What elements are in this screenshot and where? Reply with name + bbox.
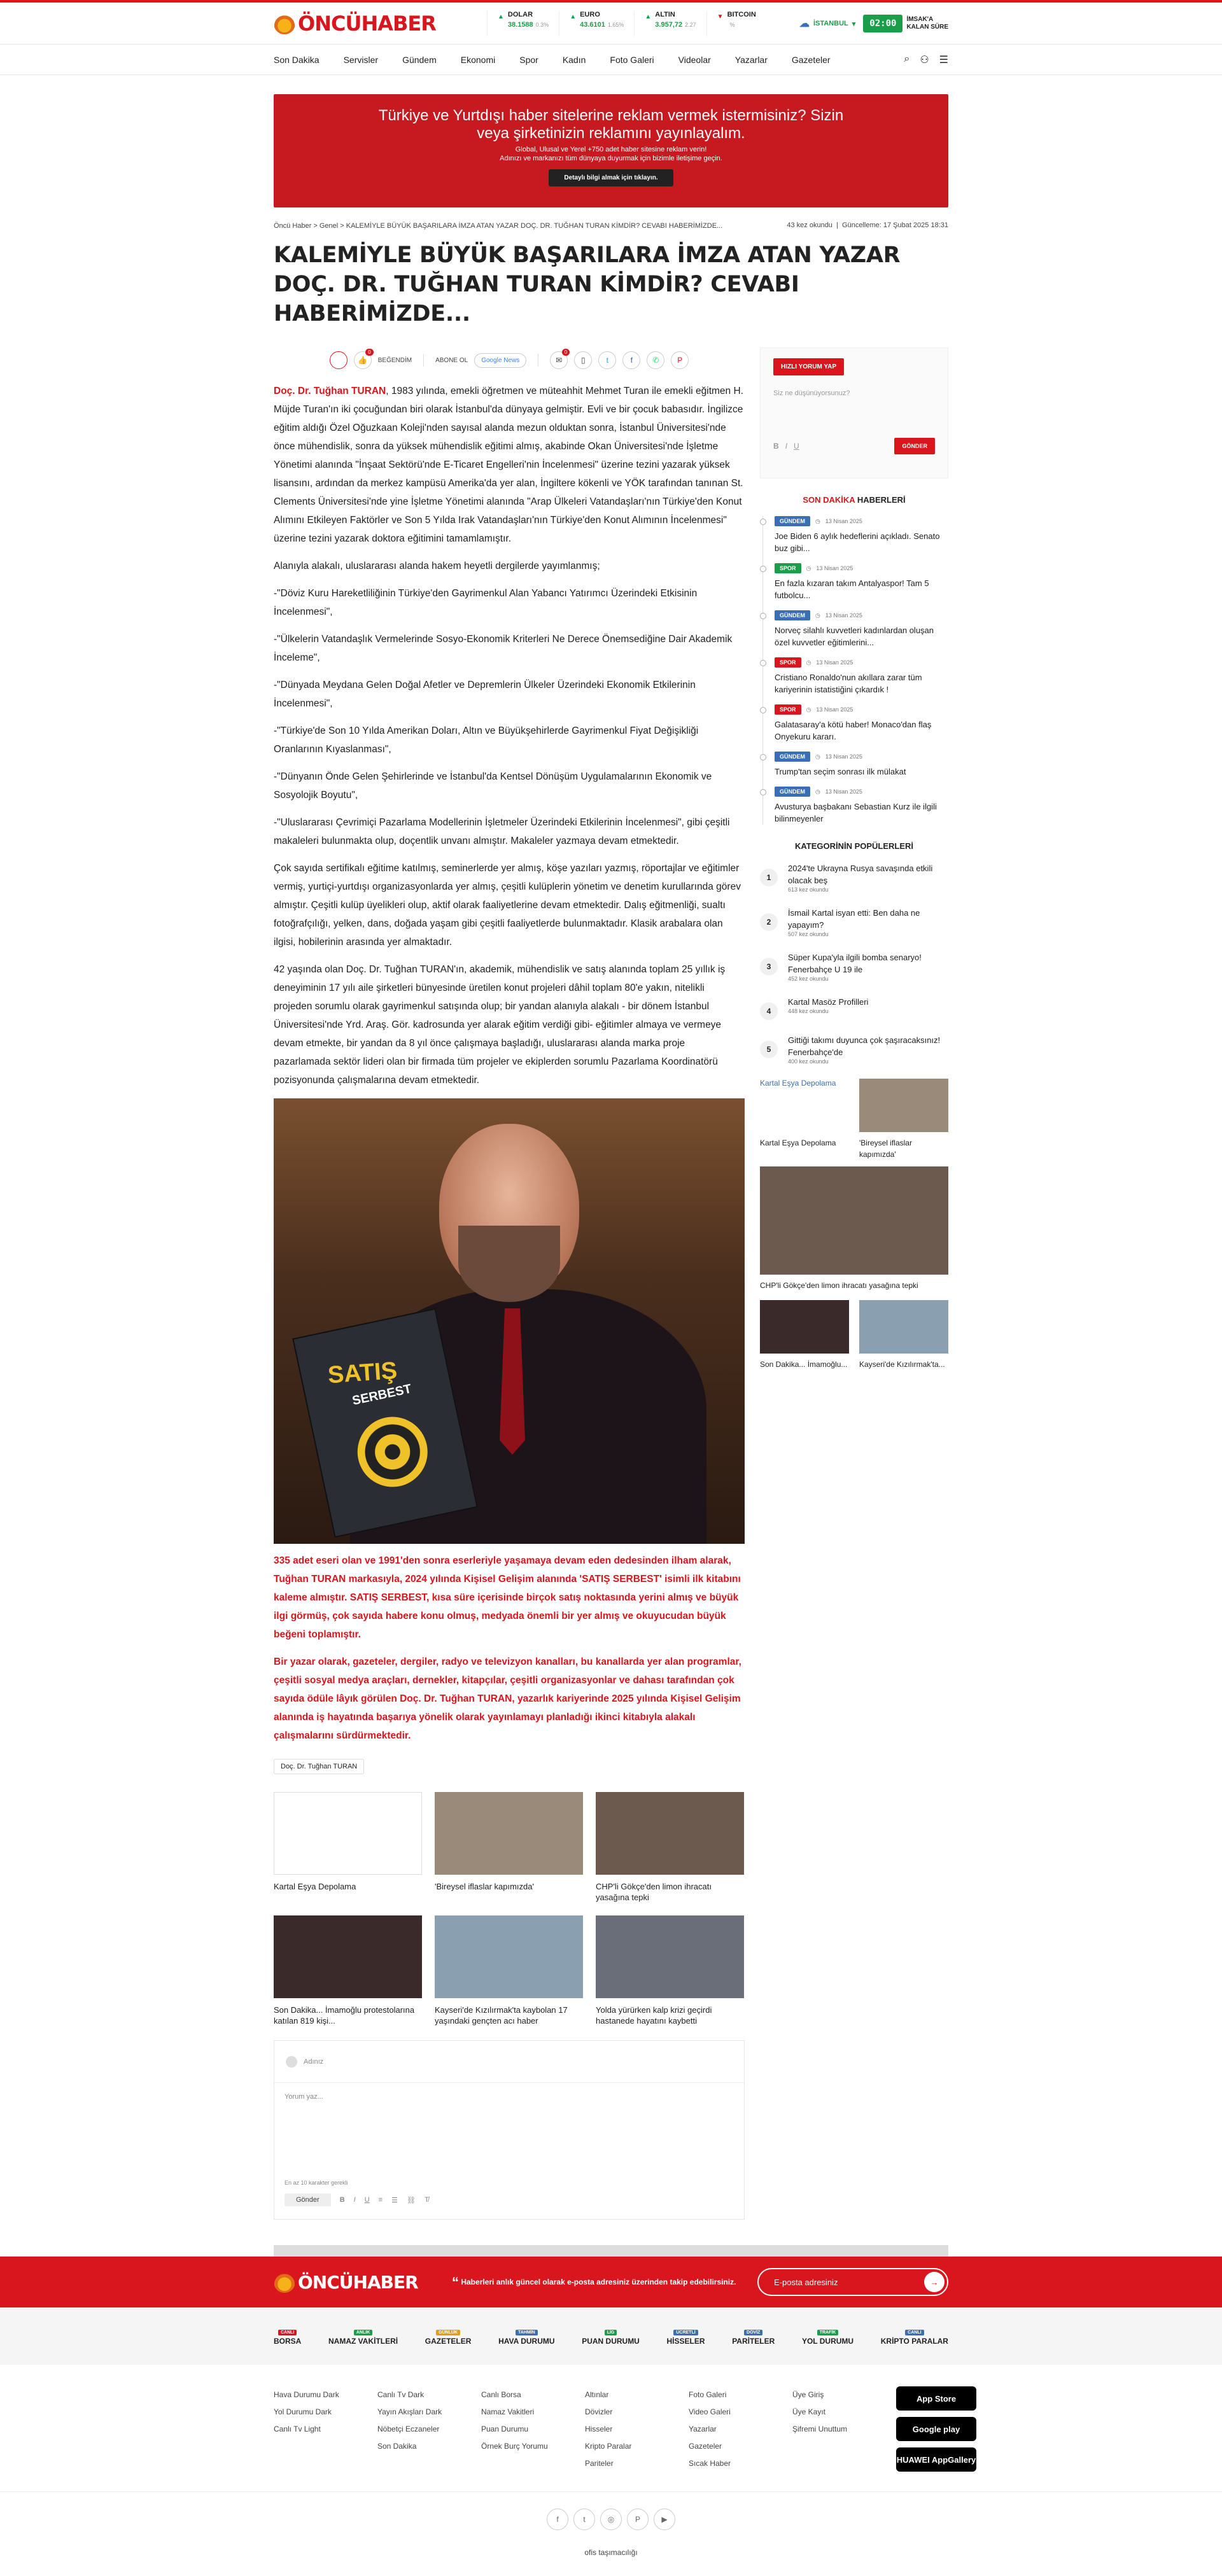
quicklink[interactable]: LİG PUAN DURUMU bbox=[582, 2330, 640, 2346]
rank-number: 1 bbox=[760, 869, 778, 886]
google-news-button[interactable]: Google News bbox=[474, 353, 526, 368]
user-icon[interactable]: ⚇ bbox=[920, 55, 929, 66]
news-item[interactable]: SPOR ◷ 13 Nisan 2025 En fazla kızaran takım Antalyaspor! Tam 5 futbolcu... bbox=[775, 563, 948, 601]
sidebar-thumb[interactable]: Son Dakika... İmamoğlu... bbox=[760, 1300, 849, 1370]
related-card[interactable] bbox=[274, 1915, 422, 2026]
category-badge: GÜNDEM bbox=[775, 752, 810, 762]
related-image bbox=[435, 1915, 583, 1998]
news-item[interactable]: GÜNDEM ◷ 13 Nisan 2025 Norveç silahlı kuvvetleri kadınlardan oluşan özel kuvvetler eğitimlerini... bbox=[775, 610, 948, 648]
related-card[interactable] bbox=[435, 1915, 583, 2026]
site-logo[interactable]: ÖNCÜHABER bbox=[274, 11, 487, 36]
article-body: Doç. Dr. Tuğhan TURAN, 1983 yılında, emekli öğretmen ve müteahhit Mehmet Turan ile emekli eğitmen H. Müjde Turan'ın iki çocuğundan biri olarak İstanbul'da dünyaya gelmiştir. Evli ve bir çocuk babasıdır. İngilizce eğitim aldığı Özel Oğuzkaan Koleji'nden sayısal alanda mezun olduktan sonra, İstanbul Üniversitesi'nde önce mühendislik, sonra da yüksek mühendislik eğitimi almış, akabinde Okan Üniversitesi'nde İşletme Yönetimi alanında "İnşaat Sektörü'nde E-Ticaret Engelleri'nin İncelenmesi" üzerine tezini yazarak yüksek lisansını, ardından da merkez kampüsü Amerika'da yer alan, İngiltere kökenli ve YÖK tarafından tanınan St. Clements Üniversitesi'nde yine İşletme Yönetimi alanında "Arap Ülkeleri Vatandaşları'nın Türkiye'den Konut Alımını Etkileyen Faktörler ve Son 5 Yılda Irak Vatandaşları'nın Türkiye'den Konut Alımının İncelenmesi" üzerine tezini yazarak doktora eğitimini tamamlamıştır. Alanıyla alakalı, uluslararası alanda hakem heyetli dergilerde yayımlanmış; -"Döviz Kuru Hareketliliğinin Türkiye'den Gayrimenkul Alan Yabancı Yatırımcı Üzerindeki Etkisinin İncelenmesi", -"Ülkelerin Vatandaşlık Vermelerinde Sosyo-Ekonomik Kriterleri Ne Derece Önemsediğine Dair Akademik İnceleme", -"Dünyada Meydana Gelen Doğal Afetler ve Depremlerin Ülkeler Üzerindeki Ekonomik Etkilerinin İncelenmesi", -"Türkiye'de Son 10 Yılda Amerikan Doları, Altın ve Büyükşehirlerde Gayrimenkul Fiyat Değişikliği Oranlarının Kıyaslanması", -"Dünyanın Önde Gelen Şehirlerinde ve İstanbul'da Kentsel Dönüşüm Uygulamalarının Ekonomik ve Sosyolojik Boyutu", -"Uluslararası Çevrimiçi Pazarlama Modellerinin İşletmeler Üzerindeki Etkilerinin İncelenmesi", gibi çeşitli makaleleri bulunmakta olup, doçentlik unvanı almıştır. Makaleler yazmaya devam etmektedir. Çok sayıda sertifikalı eğitime katılmış, seminerlerde yer almış, köşe yazıları yazmış, röportajlar ve eğitimler vermiş, yurtiçi-yurtdışı organizasyonlarda yer almış, çeşitli kulüplerin yönetim ve denetim kurullarında görev almıştır. Çeşitli kulüp üyelikleri olup, aktif olarak faaliyetlerine devam etmektedir. Dalış eğitmenliği, sualtı fotoğrafçılığı, yelken, dans, doğada yaşam gibi çeşitli faaliyetlerde bulunmaktadır. Klasik arabalara olan ilgisi, hobilerinin arasında yer almaktadır. 42 yaşında olan Doç. Dr. Tuğhan TURAN'ın, akademik, mühendislik ve satış alanında toplam 25 yıllık iş deneyiminin 17 yılı aile şirketleri bünyesinde üretilen konut projeleri dâhil toplam 80'e yakın, nitelikli projeden sorumlu olarak gayrimenkul satışında olup; bir yandan alanıyla alakalı - bir dönem İstanbul Üniversitesi'nde Yrd. Araş. Gör. kadrosunda yer alarak eğitim verdiği gibi- eğitimler almaya ve vermeye devam etmekte, bir yandan da 8 yıl önce çalışmaya başladığı, uluslararası alanda marka proje pazarlamada sektör lideri olan bir firmada tüm projeler ve ekiplerden sorumlu Pazarlama Koordinatörü pozisyonunda çalışmalarına devam etmektedir. SATIŞ SERBEST 335 adet eseri olan ve 1991'den sonra eserleriyle yaşamaya devam eden dedesinden ilham alarak, Tuğhan TURAN markasıyla, 2024 yılında Kişisel Gelişim alanında 'SATIŞ SERBEST' isimli ilk kitabını kaleme almıştır. SATIŞ SERBEST, kısa süre içerisinde birçok satış noktasında yerini almış ve büyük ilgi görmüş, çok sayıda habere konu olmuş, medyada önemli bir yer almış ve okuyucudan büyük beğeni toplamıştır. Bir yazar olarak, gazeteler, dergiler, radyo ve televizyon kanalları, bu kanallarda yer alan programlar, çeşitli sosyal medya araçları, dernekler, kitapçılar, çeşitli organizasyonlar ve dahası tarafından çok sayıda ödüle lâyık görülen Doç. Dr. Tuğhan TURAN, yazarlık kariyerinde 2025 yılında Kişisel Gelişim alanında iş hayatında başarıya yönelik olarak yayınlamayı planladığı ikinci kitabıyla alakalı çalışmalarını sürdürmektedir. bbox=[274, 382, 745, 1745]
app-store-badge[interactable]: HUAWEI AppGallery bbox=[896, 2447, 976, 2472]
related-card[interactable] bbox=[274, 1792, 422, 1903]
category-badge: SPOR bbox=[775, 657, 801, 668]
footer-link[interactable]: Gazeteler bbox=[689, 2442, 722, 2451]
related-image bbox=[435, 1792, 583, 1875]
book-cover: SATIŞ SERBEST bbox=[292, 1308, 478, 1538]
paragraph: Alanıyla alakalı, uluslararası alanda hakem heyetli dergilerde yayımlanmış; bbox=[274, 561, 600, 571]
footer-link[interactable]: Hava Durumu Dark bbox=[274, 2390, 339, 2399]
article-title: KALEMİYLE BÜYÜK BAŞARILARA İMZA ATAN YAZAR DOÇ. DR. TUĞHAN TURAN KİMDİR? CEVABI HABERİMİZDE... bbox=[274, 242, 901, 326]
app-store-badge[interactable]: Google play bbox=[896, 2417, 976, 2441]
related-card[interactable] bbox=[596, 1792, 744, 1903]
nav-item[interactable]: Gazeteler bbox=[791, 55, 831, 65]
ad-sub1: Global, Ulusal ve Yerel +750 adet haber sitesine reklam verin! bbox=[515, 146, 707, 153]
breaking-heading: SON DAKİKA HABERLERİ bbox=[803, 495, 906, 505]
article-actions bbox=[274, 347, 745, 373]
quick-comment: HIZLI YORUM YAP Siz ne düşünüyorsunuz? B I U GÖNDER bbox=[760, 347, 948, 479]
related-card[interactable] bbox=[435, 1792, 583, 1903]
imsak-countdown: 02:00 İMSAK'A KALAN SÜRE bbox=[863, 15, 948, 32]
clock-icon: ◷ bbox=[815, 788, 820, 795]
popular-item[interactable]: 3 Süper Kupa'yla ilgili bomba senaryo! Fenerbahçe U 19 ile 452 kez okundu bbox=[760, 951, 948, 982]
quicklink[interactable]: GÜNLÜK GAZETELER bbox=[425, 2330, 472, 2346]
popular-item[interactable]: 5 Gittiği takımı duyunca çok şaşıracaksınız! Fenerbahçe'de 400 kez okundu bbox=[760, 1034, 948, 1065]
paragraph: 42 yaşında olan Doç. Dr. Tuğhan TURAN'ın, akademik, mühendislik ve satış alanında toplam 25 yıllık iş deneyiminin 17 yılı aile şirketleri bünyesinde üretilen konut projeleri dâhil toplam 80'e yakın, nitelikli projeden sorumlu olarak gayrimenkul satışında olup; bir yandan alanıyla alakalı - bir dönem İstanbul Üniversitesi'nde Yrd. Araş. Gör. kadrosunda yer alarak eğitim verdiği gibi- eğitimler almaya ve vermeye devam etmekte, bir yandan da 8 yıl önce çalışmaya başladığı, uluslararası alanda marka proje pazarlamada sektör lideri olan bir firmada tüm projeler ve ekiplerden sorumlu Pazarlama Koordinatörü pozisyonunda çalışmalarına devam etmektedir. bbox=[274, 964, 726, 1086]
weather-widget[interactable]: ☁ İSTANBUL ▾ bbox=[799, 18, 856, 29]
ad-button[interactable]: Detaylı bilgi almak için tıklayın. bbox=[549, 169, 673, 186]
nav-item[interactable]: Spor bbox=[519, 55, 538, 65]
paragraph: Çok sayıda sertifikalı eğitime katılmış, seminerlerde yer almış, köşe yazıları yazmış, röportajlar ve eğitimler vermiş, yurtiçi-yurtdışı organizasyonlarda yer almış, çeşitli kulüplerin yönetim ve denetim kurullarında görev almıştır. Çeşitli kulüp üyelikleri olup, aktif olarak faaliyetlerine devam etmektedir. Dalış eğitmenliği, sualtı fotoğrafçılığı, yelken, dans, doğada yaşam gibi çeşitli faaliyetlerde bulunmaktadır. Klasik arabalara olan ilgisi, hobilerinin arasında yer almaktadır. bbox=[274, 863, 741, 948]
ad-headline: Türkiye ve Yurtdışı haber sitelerine reklam vermek istermisiniz? Sizin veya şirketinizin reklamını yayınlayalım. bbox=[378, 107, 844, 142]
cloud-icon: ☁ bbox=[799, 18, 810, 29]
countdown-time: 02:00 bbox=[863, 15, 902, 32]
publication-item: -"Dünyada Meydana Gelen Doğal Afetler ve Depremlerin Ülkeler Üzerindeki Ekonomik Etkilerinin İncelenmesi", bbox=[274, 680, 696, 709]
footer-link[interactable]: Sıcak Haber bbox=[689, 2459, 731, 2468]
related-image bbox=[596, 1792, 744, 1875]
sidebar-thumb[interactable]: Kartal Eşya Depolama Kartal Eşya Depolama bbox=[760, 1079, 836, 1147]
follow-label: ABONE OL bbox=[435, 356, 468, 364]
arrow-up-icon: ▲ bbox=[570, 13, 577, 20]
related-title: Yolda yürürken kalp krizi geçirdi hastanede hayatını kaybetti bbox=[596, 2005, 712, 2026]
rank-number: 2 bbox=[760, 913, 778, 931]
footer-link[interactable]: Örnek Burç Yorumu bbox=[481, 2442, 548, 2451]
footer-column bbox=[792, 2386, 896, 2472]
social-icons bbox=[0, 2509, 1222, 2530]
footer bbox=[0, 2365, 1222, 2492]
footer-link[interactable]: Son Dakika bbox=[377, 2442, 417, 2451]
reaction-icon[interactable] bbox=[330, 351, 348, 369]
twitter-icon[interactable]: t bbox=[598, 351, 616, 369]
footer-link[interactable]: Foto Galeri bbox=[689, 2390, 727, 2399]
author-photo bbox=[274, 1098, 745, 1544]
related-title: CHP'li Gökçe'den limon ihracatı yasağına tepki bbox=[596, 1882, 712, 1902]
ad-banner[interactable] bbox=[274, 94, 948, 207]
footer-link[interactable]: Yayın Akışları Dark bbox=[377, 2407, 442, 2416]
nav-item[interactable]: Son Dakika bbox=[274, 55, 320, 65]
breadcrumb[interactable]: Öncü Haber > Genel > KALEMİYLE BÜYÜK BAŞARILARA İMZA ATAN YAZAR DOÇ. DR. TUĞHAN TURAN KİMDİR? CEVABI HABERİMİZDE... bbox=[274, 222, 723, 230]
market-dolar[interactable]: ▲ DOLAR 38.1588 0.3% bbox=[487, 11, 559, 36]
related-card[interactable] bbox=[596, 1915, 744, 2026]
list-icon[interactable]: ≡ bbox=[378, 2196, 383, 2204]
footer-link[interactable]: Pariteler bbox=[585, 2459, 614, 2468]
footer-link[interactable]: Namaz Vakitleri bbox=[481, 2407, 535, 2416]
footer-column bbox=[274, 2386, 377, 2472]
news-item[interactable]: GÜNDEM ◷ 13 Nisan 2025 Joe Biden 6 aylık hedeflerini açıkladı. Senato buz gibi... bbox=[775, 516, 948, 554]
nav-item[interactable]: Videolar bbox=[678, 55, 711, 65]
divider bbox=[274, 2245, 948, 2257]
nav-item[interactable]: Gündem bbox=[402, 55, 437, 65]
market-tickers bbox=[487, 11, 792, 36]
footer-link[interactable]: Şifremi Unuttum bbox=[792, 2425, 848, 2433]
related-title: Son Dakika... İmamoğlu protestolarına katılan 819 kişi... bbox=[274, 2005, 415, 2026]
nav-item[interactable]: Foto Galeri bbox=[610, 55, 654, 65]
link-icon[interactable]: ⛓ bbox=[406, 2196, 416, 2204]
arrow-up-icon: ▲ bbox=[645, 13, 652, 20]
comment-icon[interactable]: ✉ 0 bbox=[550, 351, 568, 369]
author-name: Doç. Dr. Tuğhan TURAN bbox=[274, 386, 386, 396]
read-count: 43 kez okundu bbox=[787, 221, 832, 229]
clock-icon: ◷ bbox=[815, 612, 820, 619]
popular-item[interactable]: 2 İsmail Kartal isyan etti: Ben daha ne yapayım? 507 kez okundu bbox=[760, 907, 948, 937]
menu-icon[interactable]: ☰ bbox=[939, 55, 948, 66]
quick-links bbox=[0, 2307, 1222, 2365]
nav-item[interactable]: Kadın bbox=[562, 55, 586, 65]
arrow-down-icon: ▼ bbox=[717, 13, 724, 20]
facebook-icon[interactable]: f bbox=[547, 2509, 568, 2530]
quicklink[interactable]: CANLI BORSA bbox=[274, 2330, 302, 2346]
sidebar bbox=[760, 347, 948, 2220]
quicklink[interactable]: CANLI KRİPTO PARALAR bbox=[880, 2330, 948, 2346]
arrow-up-icon: ▲ bbox=[498, 13, 504, 20]
quick-comment-label: HIZLI YORUM YAP bbox=[773, 358, 844, 375]
paragraph: Bir yazar olarak, gazeteler, dergiler, radyo ve televizyon kanalları, bu kanallarda yer alan programlar, çeşitli sosyal medya araçları, dernekler, kitapçılar, çeşitli organizasyonlar ve dahası tarafından çok sayıda ödüle lâyık görülen Doç. Dr. Tuğhan TURAN, yazarlık kariyerinde 2025 yılında Kişisel Gelişim alanında iş hayatında başarıya yönelik olarak yayınlamayı planladığı ikinci kitabıyla alakalı çalışmalarını sürdürmektedir. bbox=[274, 1656, 741, 1741]
bold-icon[interactable]: B bbox=[339, 2196, 345, 2204]
category-badge: GÜNDEM bbox=[775, 610, 810, 620]
footer-link[interactable]: Dövizler bbox=[585, 2407, 613, 2416]
numbered-list-icon[interactable]: ☰ bbox=[391, 2196, 398, 2204]
main-nav bbox=[0, 45, 1222, 75]
news-item[interactable]: SPOR ◷ 13 Nisan 2025 Galatasaray'a kötü haber! Monaco'dan flaş Onyekuru kararı. bbox=[775, 704, 948, 743]
footer-link[interactable]: Yazarlar bbox=[689, 2425, 717, 2433]
popular-item[interactable]: 4 Kartal Masöz Profilleri 448 kez okundu bbox=[760, 996, 948, 1020]
facebook-icon[interactable]: f bbox=[622, 351, 640, 369]
related-image bbox=[274, 1792, 422, 1875]
category-badge: GÜNDEM bbox=[775, 787, 810, 797]
nav-item[interactable]: Ekonomi bbox=[460, 55, 496, 65]
footer-link[interactable]: Kripto Paralar bbox=[585, 2442, 632, 2451]
footer-link[interactable]: Üye Kayıt bbox=[792, 2407, 826, 2416]
footer-copy: ofis taşımacılığı bbox=[584, 2548, 638, 2557]
related-news bbox=[274, 1792, 745, 2026]
article-tag[interactable]: Doç. Dr. Tuğhan TURAN bbox=[274, 1759, 364, 1774]
quicklink[interactable]: TRAFİK YOL DURUMU bbox=[801, 2330, 854, 2346]
ad-sub2: Adınızı ve markanızı tüm dünyaya duyurmak için bizimle iletişime geçin. bbox=[500, 155, 722, 162]
footer-link[interactable]: Canlı Tv Light bbox=[274, 2425, 321, 2433]
comment-submit-button[interactable]: Gönder bbox=[284, 2194, 331, 2206]
newsletter-bar: ÖNCÜHABER “ Haberleri anlık güncel olarak e-posta adresiniz üzerinden takip edebilirsiniz. E-posta adresiniz → bbox=[0, 2257, 1222, 2307]
comment-textarea[interactable]: Yorum yaz... En az 10 karakter gerekli bbox=[284, 2093, 348, 2186]
clock-icon: ◷ bbox=[806, 706, 811, 713]
related-title: Kartal Eşya Depolama bbox=[274, 1882, 356, 1891]
footer-link[interactable]: Canlı Tv Dark bbox=[377, 2390, 425, 2399]
footer-link[interactable]: Altınlar bbox=[585, 2390, 609, 2399]
clock-icon: ◷ bbox=[815, 753, 820, 760]
article-main bbox=[274, 347, 745, 2220]
related-image bbox=[596, 1915, 744, 1998]
bookmark-icon[interactable]: ▯ bbox=[574, 351, 592, 369]
italic-icon[interactable]: I bbox=[353, 2196, 356, 2204]
logo-sun-icon bbox=[274, 13, 295, 34]
quick-submit-button[interactable]: GÖNDER bbox=[894, 438, 935, 454]
site-header bbox=[0, 3, 1222, 45]
sidebar-thumb[interactable]: 'Bireysel iflaslar kapımızda' bbox=[859, 1079, 948, 1160]
avatar-icon bbox=[286, 2056, 297, 2068]
category-badge: SPOR bbox=[775, 563, 801, 573]
market-altin[interactable]: ▲ ALTIN 3.957,72 2.27 bbox=[634, 11, 706, 36]
pinterest-icon[interactable]: P bbox=[627, 2509, 649, 2530]
rank-number: 4 bbox=[760, 1002, 778, 1020]
footer-link[interactable]: Puan Durumu bbox=[481, 2425, 529, 2433]
footer-column bbox=[377, 2386, 481, 2472]
arrow-right-icon[interactable]: → bbox=[924, 2272, 945, 2292]
popular-item[interactable]: 1 2024'te Ukrayna Rusya savaşında etkili olacak beş 613 kez okundu bbox=[760, 862, 948, 893]
instagram-icon[interactable]: ◎ bbox=[600, 2509, 622, 2530]
footer-link[interactable]: Nöbetçi Eczaneler bbox=[377, 2425, 440, 2433]
publication-item: -"Dünyanın Önde Gelen Şehirlerinde ve İstanbul'da Kentsel Dönüşüm Uygulamalarının Ekonomik ve Sosyolojik Boyutu", bbox=[274, 771, 712, 801]
rank-number: 5 bbox=[760, 1040, 778, 1058]
nav-item[interactable]: Servisler bbox=[343, 55, 379, 65]
clear-format-icon[interactable]: T̸ bbox=[424, 2196, 429, 2204]
category-badge: SPOR bbox=[775, 704, 801, 715]
footer-link[interactable]: Hisseler bbox=[585, 2425, 613, 2433]
comment-form bbox=[274, 2040, 745, 2220]
like-icon[interactable]: 👍 0 bbox=[354, 351, 372, 369]
related-title: Kayseri'de Kızılırmak'ta kaybolan 17 yaşındaki gençten acı haber bbox=[435, 2005, 568, 2026]
twitter-icon[interactable]: t bbox=[573, 2509, 595, 2530]
paragraph: 335 adet eseri olan ve 1991'den sonra eserleriyle yaşamaya devam eden dedesinden ilham alarak, Tuğhan TURAN markasıyla, 2024 yılında Kişisel Gelişim alanında 'SATIŞ SERBEST' isimli ilk kitabını kaleme almıştır. SATIŞ SERBEST, kısa süre içerisinde birçok satış noktasında yerini almış ve büyük ilgi görmüş, çok sayıda habere konu olmuş, medyada önemli bir yer almış ve okuyucudan büyük beğeni toplamıştır. bbox=[274, 1555, 741, 1640]
news-item[interactable]: SPOR ◷ 13 Nisan 2025 Cristiano Ronaldo'nun akıllara zarar tüm kariyerinin istatistiğini çıkardık ! bbox=[775, 657, 948, 696]
footer-column bbox=[481, 2386, 585, 2472]
footer-link[interactable]: Üye Giriş bbox=[792, 2390, 824, 2399]
like-label[interactable]: BEĞENDİM bbox=[377, 356, 412, 364]
quick-comment-input[interactable]: Siz ne düşünüyorsunuz? bbox=[773, 389, 850, 397]
nav-item[interactable]: Yazarlar bbox=[734, 55, 768, 65]
app-store-badge[interactable]: App Store bbox=[896, 2386, 976, 2411]
footer-logo[interactable]: ÖNCÜHABER bbox=[274, 2271, 452, 2293]
quicklink[interactable]: DÖVİZ PARİTELER bbox=[732, 2330, 775, 2346]
publication-item: -"Türkiye'de Son 10 Yılda Amerikan Doları, Altın ve Büyükşehirlerde Gayrimenkul Fiyat Değişikliği Oranlarının Kıyaslanması", bbox=[274, 725, 699, 755]
pinterest-icon[interactable]: P bbox=[671, 351, 689, 369]
related-title: 'Bireysel iflaslar kapımızda' bbox=[435, 1882, 534, 1891]
youtube-icon[interactable]: ▶ bbox=[654, 2509, 675, 2530]
name-input[interactable]: Adınız bbox=[304, 2057, 324, 2066]
publication-item: -"Ülkelerin Vatandaşlık Vermelerinde Sosyo-Ekonomik Kriterleri Ne Derece Önemsediğine Dair Akademik İnceleme", bbox=[274, 634, 733, 663]
related-image bbox=[274, 1915, 422, 1998]
sidebar-big-card[interactable]: CHP'li Gökçe'den limon ihracatı yasağına tepki bbox=[760, 1166, 948, 1291]
underline-icon[interactable]: U bbox=[364, 2196, 370, 2204]
popular-heading: KATEGORİNİN POPÜLERLERİ bbox=[794, 841, 914, 851]
category-badge: GÜNDEM bbox=[775, 516, 810, 526]
quicklink[interactable]: ANLIK NAMAZ VAKİTLERİ bbox=[328, 2330, 398, 2346]
clock-icon: ◷ bbox=[806, 659, 811, 666]
footer-link[interactable]: Video Galeri bbox=[689, 2407, 731, 2416]
news-item[interactable]: GÜNDEM ◷ 13 Nisan 2025 Trump'tan seçim sonrası ilk mülakat bbox=[775, 752, 948, 778]
footer-link[interactable]: Canlı Borsa bbox=[481, 2390, 521, 2399]
quicklink[interactable]: ÜCRETLİ HİSSELER bbox=[666, 2330, 705, 2346]
rank-number: 3 bbox=[760, 958, 778, 976]
publication-item: -"Uluslararası Çevrimiçi Pazarlama Modellerinin İşletmeler Üzerindeki Etkilerinin İncelenmesi", gibi çeşitli makaleleri bulunmakta olup, doçentlik unvanı almıştır. Makaleler yazmaya devam etmektedir. bbox=[274, 817, 730, 846]
newsletter-input[interactable]: E-posta adresiniz → bbox=[757, 2268, 948, 2296]
update-date: Güncelleme: 17 Şubat 2025 18:31 bbox=[842, 221, 948, 229]
clock-icon: ◷ bbox=[806, 564, 811, 571]
footer-column bbox=[689, 2386, 792, 2472]
footer-column bbox=[585, 2386, 689, 2472]
market-euro[interactable]: ▲ EURO 43.6101 1.65% bbox=[559, 11, 634, 36]
whatsapp-icon[interactable]: ✆ bbox=[647, 351, 664, 369]
clock-icon: ◷ bbox=[815, 517, 820, 524]
sidebar-thumb[interactable]: Kayseri'de Kızılırmak'ta... bbox=[859, 1300, 948, 1370]
market-bitcoin[interactable]: ▼ BITCOIN % bbox=[706, 11, 766, 36]
publication-item: -"Döviz Kuru Hareketliliğinin Türkiye'den Gayrimenkul Alan Yabancı Yatırımcı Üzerindeki Etkisinin İncelenmesi", bbox=[274, 588, 698, 617]
search-icon[interactable]: ⌕ bbox=[904, 53, 910, 64]
news-item[interactable]: GÜNDEM ◷ 13 Nisan 2025 Avusturya başbakanı Sebastian Kurz ile ilgili bilinmeyenler bbox=[775, 787, 948, 825]
quicklink[interactable]: TAHMİN HAVA DURUMU bbox=[498, 2330, 555, 2346]
footer-link[interactable]: Yol Durumu Dark bbox=[274, 2407, 332, 2416]
